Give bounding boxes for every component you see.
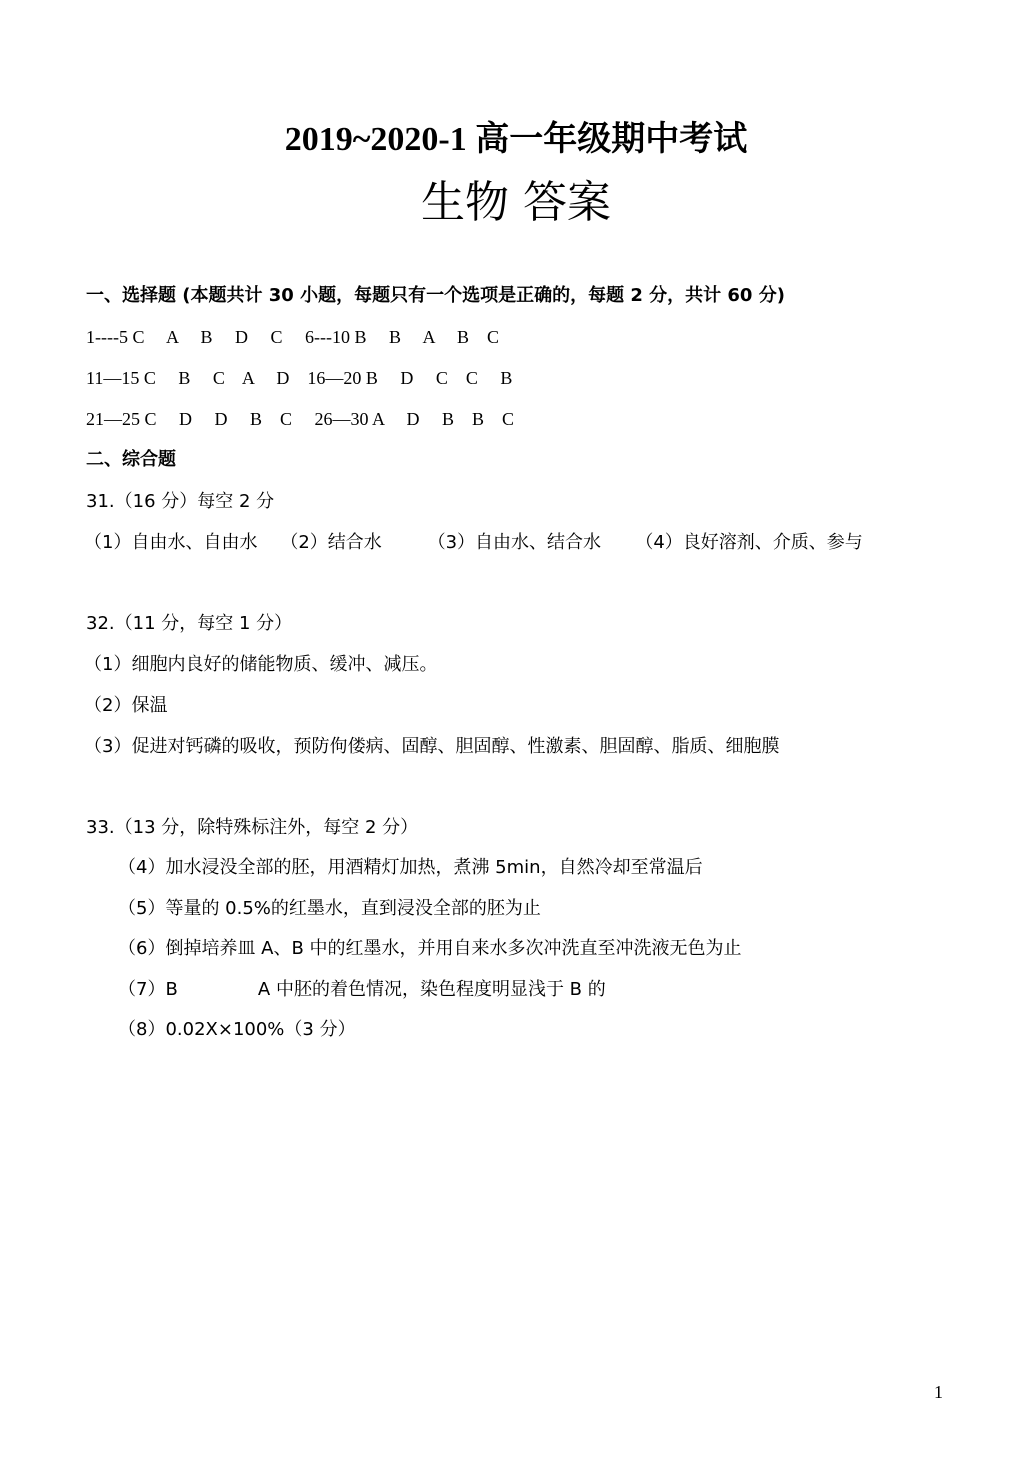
section2-heading: 二、综合题 [86,449,176,470]
q33-header: 33.（13 分，除特殊标注外，每空 2 分） [86,817,419,838]
exam-title: 2019~2020-1 高一年级期中考试 [284,121,748,158]
q31-header: 31.（16 分）每空 2 分 [86,491,275,512]
q32-answer-line: （1）细胞内良好的储能物质、缓冲、减压。 [84,654,438,675]
mc-answer-row: 21—25 C D D B C 26—30 A D B B C [86,409,515,429]
mc-answer-row: 1----5 C A B D C 6---10 B B A B C [86,327,500,347]
q32-answer-line: （2）保温 [84,695,168,716]
q33-answer-line: （4）加水浸没全部的胚，用酒精灯加热，煮沸 5min，自然冷却至常温后 [118,857,703,878]
q33-answer-line: （8）0.02X×100%（3 分） [118,1019,356,1040]
q33-answer-line: （6）倒掉培养皿 A、B 中的红墨水，并用自来水多次冲洗直至冲洗液无色为止 [118,938,742,959]
q31-answer-line: （1）自由水、自由水 （2）结合水 （3）自由水、结合水 （4）良好溶剂、介质、参与 [84,532,863,553]
section1-heading: 一、选择题 (本题共计 30 小题，每题只有一个选项是正确的，每题 2 分，共计 60 分) [86,285,785,306]
q33-answer-line: （5）等量的 0.5%的红墨水，直到浸没全部的胚为止 [118,898,541,919]
subject-answer-title: 生物 答案 [421,177,611,228]
q32-header: 32.（11 分，每空 1 分） [86,613,293,634]
mc-answer-row: 11—15 C B C A D 16—20 B D C C B [86,368,513,388]
q32-answer-line: （3）促进对钙磷的吸收，预防佝偻病、固醇、胆固醇、性激素、胆固醇、脂质、细胞膜 [84,736,780,757]
q33-answer-line: （7）B A 中胚的着色情况，染色程度明显浅于 B 的 [118,979,606,1000]
page-number: 1 [934,1382,943,1402]
